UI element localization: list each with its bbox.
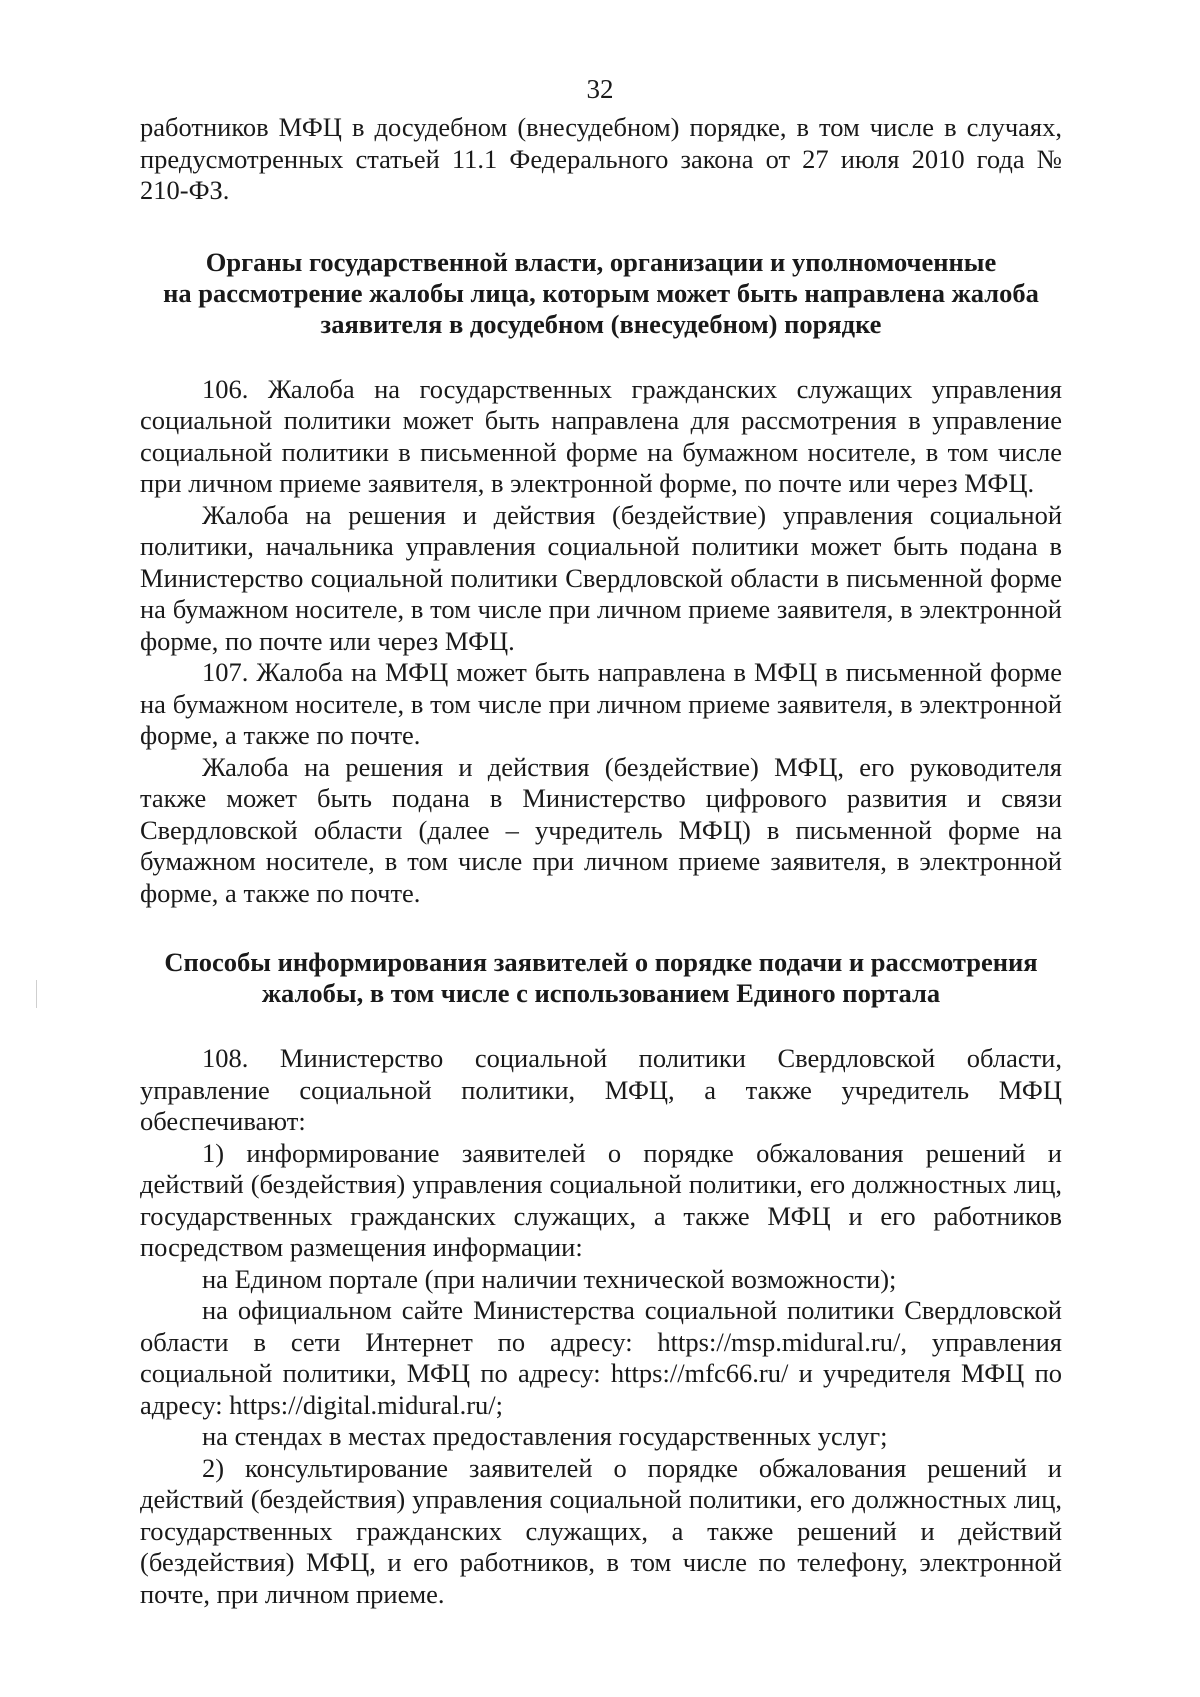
paragraph-108: 108. Министерство социальной политики Свердловской области, управление социальной политики, МФЦ, а также учредитель МФЦ обеспечивают: [140, 1043, 1062, 1136]
list-item-consulting: 2) консультирование заявителей о порядке обжалования решений и действий (бездействия) управления социальной политики, его должностных лиц, государственных гражданских служащих, а также решений и действий (бездействия) МФЦ, и его работников, в том числе по телефону, электронной почте, при личном приеме. [140, 1452, 1062, 1609]
heading-line: заявителя в досудебном (внесудебном) порядке [320, 308, 882, 339]
page-content [140, 112, 1062, 1610]
paragraph-107: 107. Жалоба на МФЦ может быть направлена в МФЦ в письменной форме на бумажном носителе, в том числе при личном приеме заявителя, в электронной форме, а также по почте. [140, 657, 1062, 750]
list-item-informing: 1) информирование заявителей о порядке обжалования решений и действий (бездействия) управления социальной политики, его должностных лиц, государственных гражданских служащих, а также МФЦ и его работников посредством размещения информации: [140, 1137, 1062, 1262]
heading-line: Органы государственной власти, организации и уполномоченные [205, 246, 997, 277]
intro-paragraph: работников МФЦ в досудебном (внесудебном) порядке, в том числе в случаях, предусмотренных статьей 11.1 Федерального закона от 27 июля 2010 года № 210-ФЗ. [140, 112, 1062, 205]
paragraph-107-continuation: Жалоба на решения и действия (бездействие) МФЦ, его руководителя также может быть подана в Министерство цифрового развития и связи Свердловской области (далее – учредитель МФЦ) в письменной форме на бумажном носителе, в том числе при личном приеме заявителя, в электронной форме, а также по почте. [140, 751, 1062, 908]
paragraph-106: 106. Жалоба на государственных гражданских служащих управления социальной политики может быть направлена для рассмотрения в управление социальной политики в письменной форме на бумажном носителе, в том числе при личном приеме заявителя, в электронной форме, по почте или через МФЦ. [140, 373, 1062, 498]
list-subitem-stands: на стендах в местах предоставления государственных услуг; [202, 1421, 888, 1451]
list-subitem-websites: на официальном сайте Министерства социальной политики Свердловской области в сети Интернет по адресу: https://msp.midural.ru/, управления социальной политики, МФЦ по адресу: https://mfc66.ru/ и учредителя МФЦ по адресу: https://digital.midural.ru/; [140, 1295, 1062, 1420]
section-heading-informing-methods [140, 947, 1062, 1009]
page-number: 32 [586, 74, 614, 104]
scan-margin-mark [36, 980, 37, 1008]
list-subitem-portal: на Едином портале (при наличии технической возможности); [202, 1263, 897, 1294]
heading-line: Способы информирования заявителей о порядке подачи и рассмотрения [164, 947, 1038, 977]
heading-line: жалобы, в том числе с использованием Единого портала [261, 978, 941, 1008]
paragraph-106-continuation: Жалоба на решения и действия (бездействие) управления социальной политики, начальника управления социальной политики может быть подана в Министерство социальной политики Свердловской области в письменной форме на бумажном носителе, в том числе при личном приеме заявителя, в электронной форме, по почте или через МФЦ. [140, 499, 1062, 656]
heading-line: на рассмотрение жалобы лица, которым может быть направлена жалоба [163, 277, 1039, 308]
section-heading-complaint-bodies [140, 247, 1062, 340]
